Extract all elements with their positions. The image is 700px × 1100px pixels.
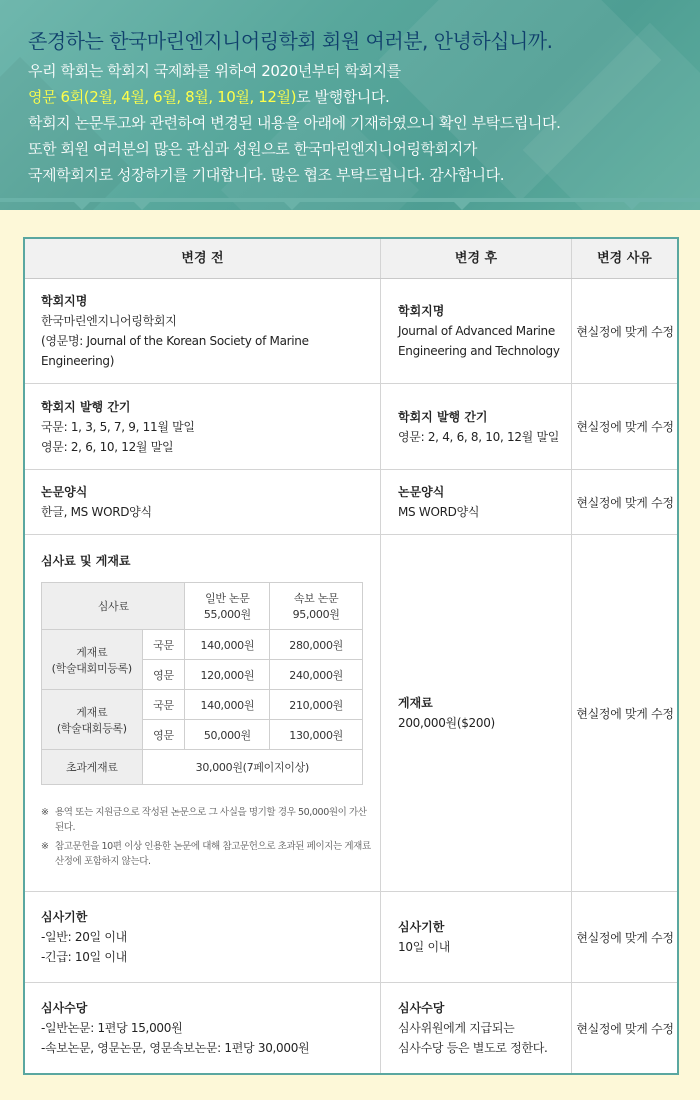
- fee-value: 210,000원: [270, 690, 363, 720]
- fee-lang: 영문: [142, 660, 185, 690]
- banner-zigzag-edge: [0, 198, 700, 212]
- row-title: 심사료 및 게재료: [41, 554, 131, 568]
- fee-value: 50,000원: [185, 720, 270, 750]
- note-text: 용역 또는 지원금으로 작성된 논문으로 그 사실을 명기할 경우 50,000원이 가산된다.: [55, 807, 367, 833]
- fee-note: [41, 839, 371, 869]
- fee-value: 130,000원: [270, 720, 363, 750]
- row-title: 논문양식: [398, 485, 445, 499]
- row-text: 한국마린엔지니어링학회지: [41, 314, 177, 328]
- banner-title: 존경하는 한국마린엔지니어링학회 회원 여러분, 안녕하십니까.: [28, 29, 553, 53]
- note-text: 참고문헌을 10편 이상 인용한 논문에 대해 참고문헌으로 초과된 페이지는 게재료 산정에 포함하지 않는다.: [55, 841, 371, 867]
- row-text: 200,000원($200): [398, 716, 495, 730]
- banner-line-4: 또한 회원 여러분의 많은 관심과 성원으로 한국마린엔지니어링학회지가: [28, 140, 477, 158]
- note-mark: ※: [41, 841, 49, 852]
- row-text: 영문: 2, 4, 6, 8, 10, 12월 말일: [398, 429, 560, 444]
- row-title: 학회지명: [398, 304, 445, 318]
- row-text: (영문명: Journal of the Korean Society of Marine Engineering): [41, 334, 309, 368]
- banner-highlight: 영문 6회(2월, 4월, 6월, 8월, 10월, 12월): [28, 88, 297, 106]
- row-text: Engineering and Technology: [398, 344, 560, 358]
- fee-note: [41, 805, 371, 835]
- table-row: [25, 892, 677, 983]
- fee-express-header: [270, 583, 363, 630]
- row-text: -속보논문, 영문논문, 영문속보논문: 1편당 30,000원: [41, 1041, 310, 1055]
- reason-text: 현실정에 맞게 수정: [576, 930, 674, 945]
- row-title: 심사수당: [398, 1001, 445, 1015]
- fee-lang: 국문: [142, 690, 185, 720]
- after-cell: [398, 279, 588, 383]
- after-cell: [398, 892, 588, 982]
- banner-line-3: 학회지 논문투고와 관련하여 변경된 내용을 아래에 기재하였으니 확인 부탁드립니다.: [28, 114, 561, 132]
- row-title: 논문양식: [41, 485, 88, 499]
- table-row: [25, 535, 677, 892]
- reason-cell: [573, 384, 677, 469]
- fee-value: 240,000원: [270, 660, 363, 690]
- fee-express-value: 95,000원: [292, 608, 340, 621]
- after-cell: [398, 470, 588, 534]
- row-title: 심사수당: [41, 1001, 88, 1015]
- row-text: 국문: 1, 3, 5, 7, 9, 11월 말일: [41, 419, 195, 434]
- header-after: 변경 후: [454, 251, 498, 266]
- before-cell: [41, 279, 381, 383]
- reason-cell: [573, 470, 677, 534]
- row-title: 심사기한: [41, 910, 88, 924]
- fee-excess-value: 30,000원(7페이지이상): [142, 750, 362, 785]
- notice-banner: [0, 0, 700, 210]
- fee-pub-reg-label: [42, 690, 143, 750]
- fee-value: 140,000원: [185, 690, 270, 720]
- fee-general-value: 55,000원: [203, 608, 251, 621]
- reason-cell: [573, 892, 677, 982]
- after-cell: [398, 983, 588, 1073]
- fee-label-line: 게재료: [76, 645, 108, 659]
- banner-text: [28, 26, 678, 188]
- fee-value: 140,000원: [185, 630, 270, 660]
- fee-general-header: [185, 583, 270, 630]
- row-text: -일반논문: 1편당 15,000원: [41, 1021, 183, 1035]
- row-text: 한글, MS WORD양식: [41, 505, 152, 519]
- row-text: 10일 이내: [398, 940, 451, 954]
- row-text: -일반: 20일 이내: [41, 930, 127, 944]
- fee-lang: 국문: [142, 630, 185, 660]
- row-title: 학회지 발행 간기: [398, 409, 488, 424]
- fee-excess-label: 초과게재료: [42, 750, 143, 785]
- fee-label-line: 게재료: [76, 705, 108, 719]
- reason-text: 현실정에 맞게 수정: [576, 420, 674, 434]
- header-before: 변경 전: [181, 251, 224, 266]
- fee-express-label: 속보 논문: [293, 592, 339, 605]
- fee-pub-nonreg-label: [42, 630, 143, 690]
- reason-text: 현실정에 맞게 수정: [576, 324, 674, 339]
- header-reason: 변경 사유: [597, 251, 652, 266]
- fee-value: 120,000원: [185, 660, 270, 690]
- after-cell: [398, 535, 588, 891]
- row-text: 영문: 2, 6, 10, 12월 말일: [41, 439, 174, 454]
- table-row: [25, 470, 677, 535]
- reason-text: 현실정에 맞게 수정: [576, 706, 674, 721]
- change-table: [23, 237, 679, 1075]
- fee-general-label: 일반 논문: [205, 592, 250, 605]
- fee-label-line: (학술대회미등록): [51, 661, 132, 675]
- table-header: [25, 239, 677, 279]
- row-title: 학회지명: [41, 294, 88, 308]
- reason-text: 현실정에 맞게 수정: [576, 1021, 674, 1036]
- row-text: 심사위원에게 지급되는: [398, 1021, 515, 1035]
- table-row: [25, 384, 677, 470]
- table-row: [25, 983, 677, 1073]
- before-cell: [41, 892, 381, 982]
- reason-cell: [573, 983, 677, 1073]
- row-title: 학회지 발행 간기: [41, 399, 131, 414]
- fee-lang: 영문: [142, 720, 185, 750]
- row-text: MS WORD양식: [398, 505, 480, 519]
- row-text: -긴급: 10일 이내: [41, 950, 127, 964]
- after-cell: [398, 384, 588, 469]
- fee-value: 280,000원: [270, 630, 363, 660]
- fee-review-label: 심사료: [42, 583, 185, 630]
- table-row: [25, 279, 677, 384]
- note-mark: ※: [41, 807, 49, 818]
- before-cell: [41, 983, 381, 1073]
- before-cell: [41, 470, 381, 534]
- fee-table: [41, 582, 363, 785]
- row-title: 심사기한: [398, 920, 445, 934]
- banner-line-2-rest: 로 발행합니다.: [296, 88, 390, 106]
- banner-line-2: [28, 84, 678, 110]
- banner-line-1: 우리 학회는 학회지 국제화를 위하여 2020년부터 학회지를: [28, 62, 401, 80]
- fee-label-line: (학술대회등록): [56, 721, 127, 735]
- banner-line-5: 국제학회지로 성장하기를 기대합니다. 많은 협조 부탁드립니다. 감사합니다.: [28, 166, 505, 184]
- reason-cell: [573, 535, 677, 891]
- row-text: 심사수당 등은 별도로 정한다.: [398, 1041, 548, 1055]
- reason-text: 현실정에 맞게 수정: [576, 495, 674, 510]
- before-cell: [41, 384, 381, 469]
- row-text: Journal of Advanced Marine: [398, 324, 555, 338]
- row-title: 게재료: [398, 696, 433, 710]
- reason-cell: [573, 279, 677, 383]
